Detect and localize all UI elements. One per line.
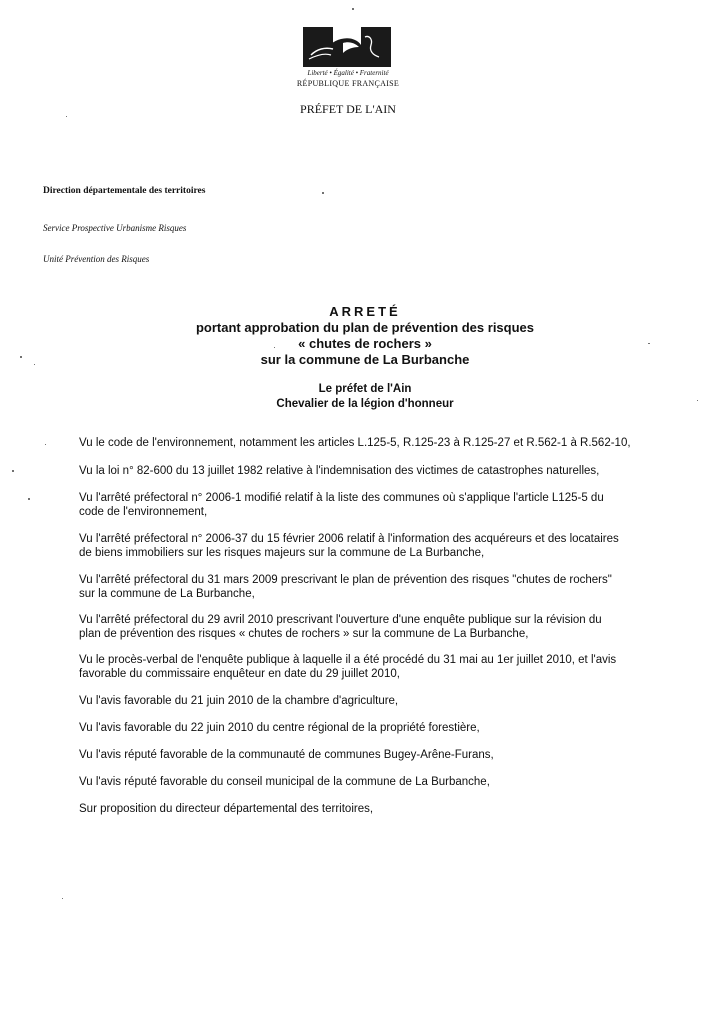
considerant-line: Vu le procès-verbal de l'enquête publique à laquelle il a été procédé du 31 mai au 1er juillet 2010, et l'avis (79, 654, 617, 666)
scan-speck (697, 400, 698, 401)
considerant-line: Vu l'avis favorable du 21 juin 2010 de la chambre d'agriculture, (79, 695, 399, 707)
considerant-line: Vu l'avis réputé favorable du conseil municipal de la commune de La Burbanche, (79, 776, 490, 788)
scan-speck (45, 444, 46, 445)
scan-speck (34, 364, 35, 365)
scan-speck (28, 498, 30, 500)
considerant-item (79, 491, 679, 519)
prefecture-name: PRÉFET DE L'AIN (300, 102, 396, 116)
scan-speck (12, 470, 14, 472)
considerant-line: Vu l'arrêté préfectoral du 31 mars 2009 prescrivant le plan de prévention des risques "chutes de rochers" (79, 574, 612, 586)
considerant-line: sur la commune de La Burbanche, (79, 588, 255, 600)
considerant-line: Vu l'avis réputé favorable de la communauté de communes Bugey-Arêne-Furans, (79, 749, 494, 761)
direction-name: Direction départementale des territoires (43, 186, 206, 196)
considerant-item (79, 436, 679, 450)
scan-speck (20, 356, 22, 358)
title-line: portant approbation du plan de prévention des risques (195, 320, 535, 335)
considerant-item (79, 653, 679, 681)
signatory-title: Le préfet de l'Ain (318, 383, 412, 395)
considerant-line: Vu le code de l'environnement, notamment les articles L.125-5, R.125-23 à R.125-27 et R.562-1 à R.562-10, (79, 437, 631, 449)
considerant-line: Vu l'arrêté préfectoral n° 2006-37 du 15 février 2006 relatif à l'information des acquéreurs et des locataires (79, 533, 619, 545)
republic-motto: Liberté • Égalité • Fraternité (307, 69, 389, 77)
unit-name: Unité Prévention des Risques (43, 254, 150, 264)
title-line: « chutes de rochers » (298, 336, 432, 351)
considerant-item (79, 748, 679, 762)
considerant-line: Vu l'arrêté préfectoral n° 2006-1 modifié relatif à la liste des communes où s'applique l'article L125-5 du (79, 492, 604, 504)
republic-name: RÉPUBLIQUE FRANÇAISE (296, 79, 400, 88)
service-name: Service Prospective Urbanisme Risques (43, 223, 187, 233)
considerant-item (79, 694, 679, 708)
marianne-logo (303, 27, 391, 67)
scan-speck (322, 192, 324, 194)
scan-speck (648, 343, 650, 344)
considerant-line: favorable du commissaire enquêteur en date du 29 juillet 2010, (79, 668, 400, 680)
scan-speck (66, 116, 67, 117)
considerant-item (79, 775, 679, 789)
considerant-line: Sur proposition du directeur départemental des territoires, (79, 803, 374, 815)
scan-speck (62, 898, 63, 899)
considerant-line: Vu l'avis favorable du 22 juin 2010 du centre régional de la propriété forestière, (79, 722, 480, 734)
title-line: sur la commune de La Burbanche (260, 352, 470, 367)
considerant-item (79, 721, 679, 735)
considerant-item (79, 532, 679, 560)
considerant-item (79, 464, 679, 478)
considerant-line: Vu l'arrêté préfectoral du 29 avril 2010 prescrivant l'ouverture d'une enquête publique sur la révision du (79, 614, 602, 626)
considerant-item (79, 802, 679, 816)
considerant-line: de biens immobiliers sur les risques majeurs sur la commune de La Burbanche, (79, 547, 485, 559)
signatory-block (200, 382, 530, 412)
signatory-honour: Chevalier de la légion d'honneur (276, 398, 454, 410)
scan-speck (352, 8, 354, 10)
considerant-item (79, 613, 679, 641)
scan-speck (274, 347, 275, 348)
document-title (150, 304, 580, 368)
considerant-line: Vu la loi n° 82-600 du 13 juillet 1982 relative à l'indemnisation des victimes de catastrophes naturelles, (79, 465, 600, 477)
title-heading: ARRETÉ (329, 304, 401, 319)
considerant-item (79, 573, 679, 601)
considerant-line: plan de prévention des risques « chutes de rochers » sur la commune de La Burbanche, (79, 628, 529, 640)
considerant-line: code de l'environnement, (79, 506, 208, 518)
